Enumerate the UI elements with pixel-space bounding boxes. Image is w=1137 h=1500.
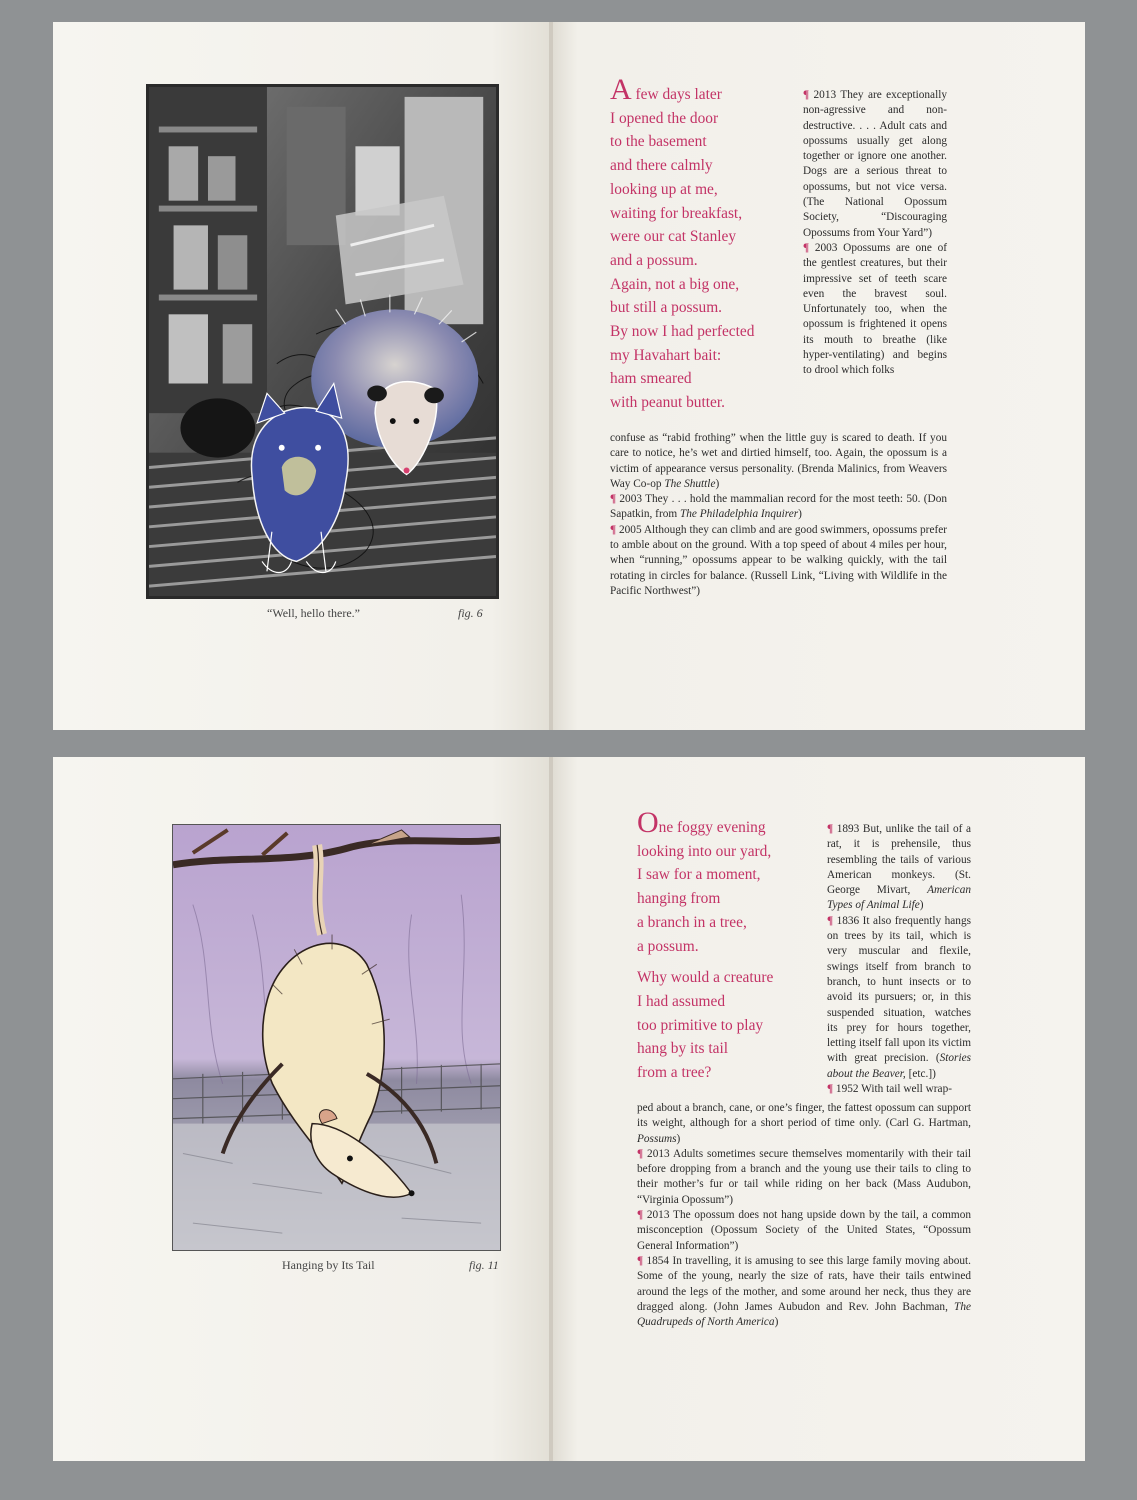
verse-line: from a tree?: [637, 1064, 712, 1082]
notes-column-narrow: [803, 88, 947, 379]
verse-line: looking into our yard,: [637, 842, 772, 860]
note-paragraph: [803, 241, 947, 379]
verse-line: I had assumed: [637, 992, 726, 1010]
verse-line: Again, not a big one,: [610, 275, 740, 293]
verse-first-line: [610, 73, 820, 107]
verse-line: but still a possum.: [610, 299, 723, 317]
verse-line: By now I had perfected: [610, 323, 755, 341]
note-paragraph: [637, 1101, 971, 1147]
note-text: 1893 But, unlike the tail of a rat, it is prehensile, thus resembling the tails of various American monkeys. (St. George Mivart,: [827, 823, 971, 897]
note-paragraph: [610, 492, 947, 523]
figure-number: fig. 6: [458, 606, 483, 620]
note-citation: American Types of Animal Life: [827, 884, 971, 912]
book-spine: [549, 757, 553, 1461]
note-paragraph: [803, 88, 947, 241]
possum-hanging-illustration: [172, 824, 501, 1251]
drop-cap: A: [610, 73, 632, 106]
pilcrow-icon: ¶: [827, 823, 834, 835]
pilcrow-icon: ¶: [637, 1209, 644, 1222]
verse-line: ham smeared: [610, 370, 692, 388]
verse-line: hang by its tail: [637, 1040, 729, 1058]
poem-verse: [637, 806, 827, 1085]
book-spread-top: [53, 22, 1085, 730]
note-text: 2003 Opossums are one of the gentlest creatures, but their impressive set of teeth scare even the bravest soul. Unfortunately too, when the opossum is frightened it opens its mouth to breathe (like hyper-ventilating) and begins to drool which folks: [803, 241, 947, 377]
pilcrow-icon: ¶: [827, 914, 834, 927]
verse-line: with peanut butter.: [610, 394, 725, 412]
note-text: 2013 Adults sometimes secure themselves momentarily with their tail before dropping from a branch and the young use their tails to cling to their mother’s fur or tail while riding on her back (Mass Audubon, “Virginia Opossum”): [637, 1147, 971, 1206]
cat-and-possum-photo: [146, 84, 499, 599]
pilcrow-icon: ¶: [803, 241, 810, 254]
note-text: 1952 With tail well wrap-: [833, 1083, 952, 1096]
book-spread-bottom: [53, 757, 1085, 1461]
notes-column-narrow: [827, 822, 971, 1097]
verse-line: my Havahart bait:: [610, 346, 722, 364]
figure-number: fig. 11: [469, 1258, 499, 1272]
note-citation: The Quadrupeds of North America: [637, 1300, 971, 1329]
note-text: 2003 They . . . hold the mammalian record for the most teeth: 50. (Don Sapatkin, from: [610, 493, 947, 521]
note-paragraph: [827, 914, 971, 1082]
verse-line: a possum.: [637, 937, 699, 955]
note-text: 1836 It also frequently hangs on trees by its tail, which is very muscular and flexile, swings itself from branch to branch, to hunt insects or to avoid its pursuers; or, in this suspended situation, watches its prey for hours together, letting itself fall upon its victim with great precision. (: [827, 914, 971, 1065]
verse-line: I opened the door: [610, 109, 719, 127]
note-text: ): [774, 1316, 779, 1329]
note-paragraph: [637, 1254, 971, 1330]
pilcrow-icon: ¶: [637, 1254, 644, 1267]
note-text: [etc.]): [905, 1067, 936, 1080]
note-paragraph: [827, 822, 971, 914]
note-text: ped about a branch, cane, or one’s finger, the fattest opossum can support its weight, although for a short period of time only. (Carl G. Hartman,: [637, 1102, 971, 1130]
note-text: ): [798, 508, 802, 521]
note-text: 2013 They are exceptionally non-agressive and non-destructive. . . . Adult cats and opossums usually get along together or ignore one another. Dogs are a serious threat to opossums, but not vice versa. (The National Opossum Society, “Discouraging Opossums from Your Yard”): [803, 89, 947, 239]
notes-column-wide: [637, 1101, 971, 1330]
verse-line: and a possum.: [610, 251, 698, 269]
pilcrow-icon: ¶: [610, 493, 617, 506]
note-citation: The Shuttle: [664, 477, 716, 490]
drop-cap: O: [637, 806, 659, 839]
note-citation: Possums: [637, 1132, 677, 1145]
note-text: ): [919, 899, 924, 912]
book-spine: [549, 22, 553, 730]
notes-column-wide: [610, 431, 947, 599]
verse-line: looking up at me,: [610, 180, 718, 198]
poem-verse: [610, 73, 820, 415]
note-citation: The Philadelphia Inquirer: [679, 508, 799, 521]
note-text: ): [715, 477, 720, 490]
note-text: ): [676, 1132, 681, 1145]
pilcrow-icon: ¶: [803, 89, 810, 101]
verse-line: hanging from: [637, 890, 721, 908]
note-citation: Stories about the Beaver,: [827, 1052, 971, 1080]
verse-line: were our cat Stanley: [610, 228, 737, 246]
verse-line: too primitive to play: [637, 1016, 764, 1034]
verse-line: and there calmly: [610, 157, 713, 175]
verse-line: I saw for a moment,: [637, 866, 761, 884]
verse-line: ne foggy evening: [658, 819, 766, 836]
pilcrow-icon: ¶: [827, 1083, 834, 1096]
note-text: 2005 Although they can climb and are good swimmers, opossums prefer to amble about on the ground. With a top speed of about 4 miles per hour, when “running,” opossums appear to be walking quickly, with the tail rotating in circles for balance. (Russell Link, “Living with Wildlife in the Pacific Northwest”): [610, 523, 947, 597]
verse-line: to the basement: [610, 133, 707, 151]
verse-line: a branch in a tree,: [637, 913, 747, 931]
verse-line: waiting for breakfast,: [610, 204, 743, 222]
note-text: confuse as “rabid frothing” when the little guy is scared to death. If you care to notice, he’s wet and dirtied himself, too. Again, the opossum is a victim of appearance versus personality. (Brenda Malinics, from Weavers Way Co-op: [610, 432, 947, 490]
pilcrow-icon: ¶: [637, 1147, 644, 1160]
note-paragraph: [637, 1208, 971, 1254]
note-text: 2013 The opossum does not hang upside down by the tail, a common misconception (Opossum Society of the United States, “Opossum General Information”): [637, 1209, 971, 1252]
note-paragraph: [610, 431, 947, 492]
note-paragraph: [827, 1082, 971, 1097]
illustration-caption: Hanging by Its Tail: [282, 1258, 375, 1272]
note-paragraph: [637, 1147, 971, 1208]
photo-caption: “Well, hello there.”: [267, 606, 360, 620]
pilcrow-icon: ¶: [610, 523, 617, 536]
verse-line: Why would a creature: [637, 969, 774, 987]
verse-first-line: [637, 806, 827, 840]
verse-line: few days later: [631, 86, 722, 103]
note-text: 1854 In travelling, it is amusing to see this large family moving about. Some of the young, nearly the size of rats, have their tails entwined around the legs of the mother, and some around her neck, thus they are dragged along. (John James Aubudon and Rev. John Bachman,: [637, 1254, 971, 1313]
note-paragraph: [610, 523, 947, 599]
